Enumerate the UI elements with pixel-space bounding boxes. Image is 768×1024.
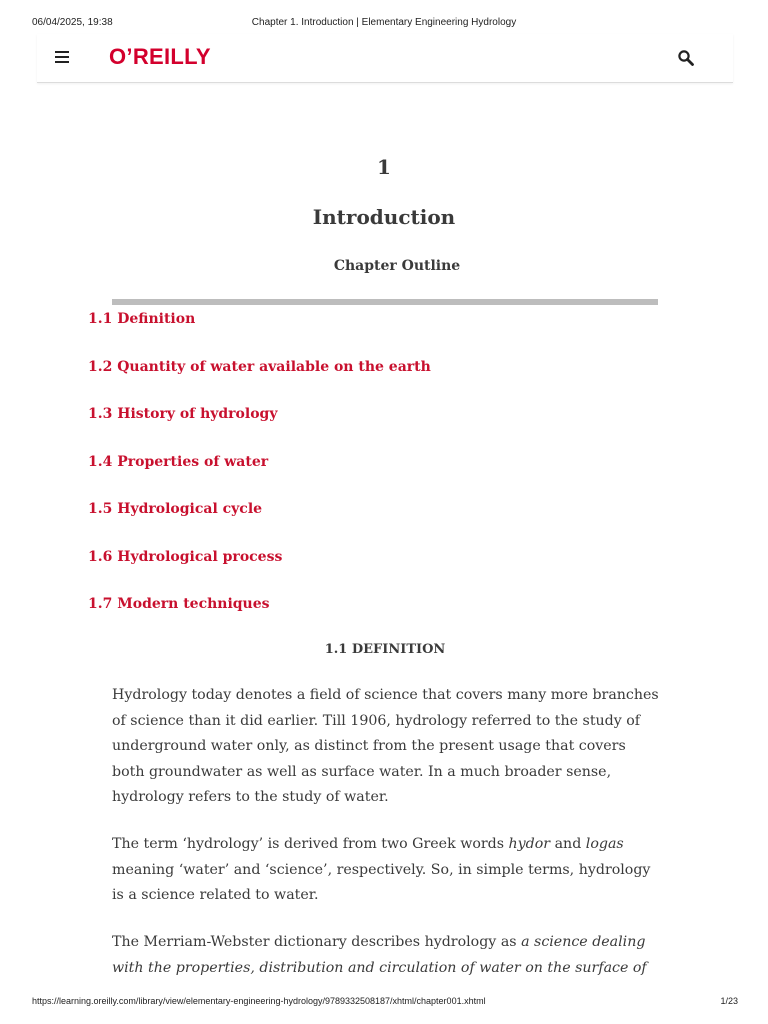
print-url: https://learning.oreilly.com/library/view/elementary-engineering-hydrology/9789332508187/xhtml/chapter001.xhtml xyxy=(32,996,486,1006)
chapter-outline-heading: Chapter Outline xyxy=(333,258,461,274)
section-heading-definition: 1.1 DEFINITION xyxy=(324,642,446,657)
outline-link-properties-of-water[interactable]: 1.4 Properties of water xyxy=(88,453,269,470)
outline-link-hydrological-cycle[interactable]: 1.5 Hydrological cycle xyxy=(88,501,263,517)
print-page-indicator: 1/23 xyxy=(720,996,738,1006)
greek-word-hydor: hydor xyxy=(508,836,551,852)
outline-link-history-of-hydrology[interactable]: 1.3 History of hydrology xyxy=(88,406,278,422)
chapter-title: Introduction xyxy=(312,205,456,229)
print-header xyxy=(0,17,768,31)
paragraph-definition-intro: Hydrology today denotes a field of science that covers many more branches of science than it did earlier. Till 1906, hydrology referred to the study of underground water only, as distinct from the present usage that covers both groundwater as well as surface water. In a much broader sense, hydrology refers to the study of water. xyxy=(112,687,659,805)
paragraph-etymology xyxy=(112,832,660,909)
dictionary-quote: a science dealing with the properties, distribution and circulation of water on the surface of xyxy=(112,934,647,976)
paragraph-text: and xyxy=(550,836,586,852)
top-navigation-bar xyxy=(37,34,733,83)
print-document-title: Chapter 1. Introduction | Elementary Engineering Hydrology xyxy=(251,17,517,28)
chapter-number: 1 xyxy=(377,155,391,179)
greek-word-logas: logas xyxy=(585,836,624,852)
chapter-outline-list xyxy=(88,311,431,644)
hamburger-menu-icon[interactable] xyxy=(53,51,71,65)
paragraph-text: The term ‘hydrology’ is derived from two Greek words xyxy=(112,836,509,852)
paragraph-text: meaning ‘water’ and ‘science’, respectively. So, in simple terms, hydrology is a science related to water. xyxy=(112,861,651,903)
outline-link-hydrological-process[interactable]: 1.6 Hydrological process xyxy=(88,548,283,565)
paragraph-text: The Merriam-Webster dictionary describes hydrology as xyxy=(112,934,522,950)
outline-link-modern-techniques[interactable]: 1.7 Modern techniques xyxy=(88,596,270,612)
print-datetime: 06/04/2025, 19:38 xyxy=(32,17,113,28)
outline-divider xyxy=(112,299,658,305)
print-footer xyxy=(0,996,768,1010)
outline-link-quantity-of-water[interactable]: 1.2 Quantity of water available on the earth xyxy=(88,358,431,375)
outline-link-definition[interactable]: 1.1 Definition xyxy=(88,311,196,327)
oreilly-logo[interactable]: O’REILLY xyxy=(109,44,211,69)
paragraph-dictionary-definition xyxy=(112,930,660,981)
search-icon[interactable] xyxy=(677,49,695,67)
